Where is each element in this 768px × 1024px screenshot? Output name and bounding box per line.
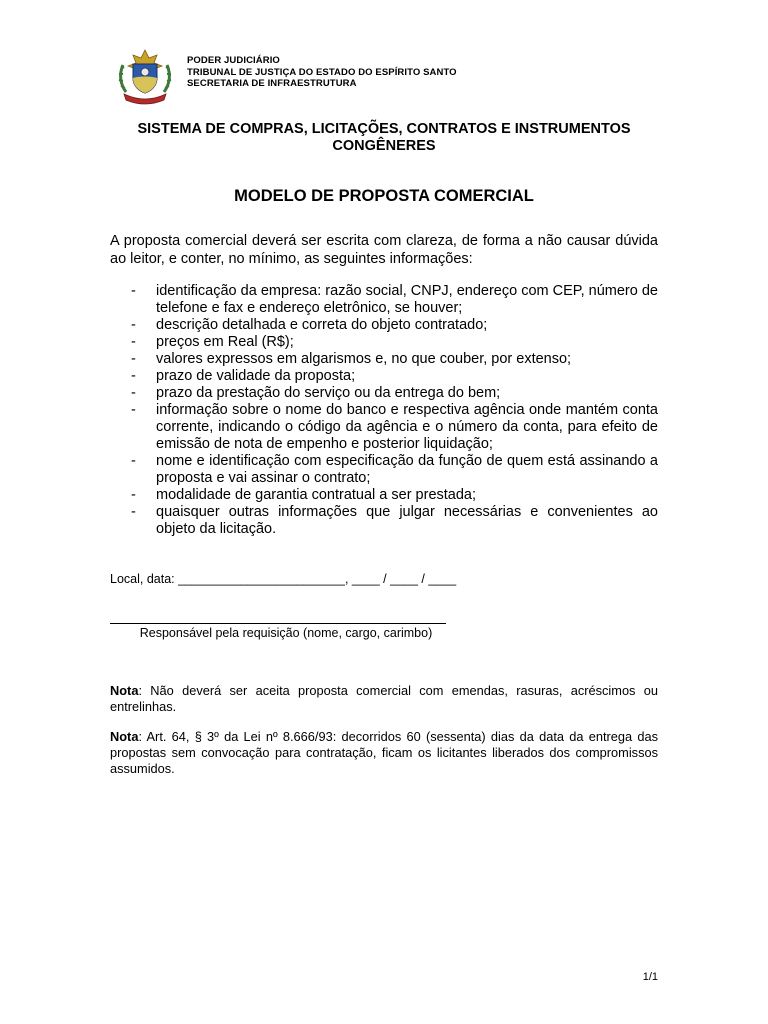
list-item [110, 402, 658, 453]
list-item [110, 453, 658, 487]
list-bullet: - [131, 453, 136, 469]
document-title: MODELO DE PROPOSTA COMERCIAL [234, 187, 534, 205]
page-number: 1/1 [642, 971, 658, 983]
list-item-text: valores expressos em algarismos e, no que couber, por extenso; [156, 351, 572, 367]
list-bullet: - [131, 351, 136, 367]
local-date-field: Local, data: ________________________, ____ / ____ / ____ [110, 572, 457, 586]
list-item-text: identificação da empresa: razão social, CNPJ, endereço com CEP, número de telefone e fax e endereço eletrônico, se houver; [156, 283, 658, 316]
list-item [110, 317, 658, 334]
signature-caption: Responsável pela requisição (nome, cargo, carimbo) [139, 626, 433, 640]
list-item-text: informação sobre o nome do banco e respectiva agência onde mantém conta corrente, indicando o código da agência e o número da conta, para efeito de emissão de nota de empenho e posterior liquidação; [156, 402, 658, 452]
list-item-text: quaisquer outras informações que julgar necessárias e convenientes ao objeto da licitação. [156, 504, 658, 537]
list-item-text: modalidade de garantia contratual a ser prestada; [156, 487, 477, 503]
intro-paragraph: A proposta comercial deverá ser escrita com clareza, de forma a não causar dúvida ao leitor, e conter, no mínimo, as seguintes informações: [110, 233, 658, 267]
list-item [110, 334, 658, 351]
list-item [110, 368, 658, 385]
list-bullet: - [131, 368, 136, 384]
list-item-text: prazo de validade da proposta; [156, 368, 356, 384]
list-item-text: nome e identificação com especificação da função de quem está assinando a proposta e vai assinar o contrato; [156, 453, 658, 486]
list-bullet: - [131, 487, 136, 503]
system-title: SISTEMA DE COMPRAS, LICITAÇÕES, CONTRATOS E INSTRUMENTOS CONGÊNERES [137, 121, 631, 154]
signature-line [110, 623, 446, 624]
list-bullet: - [131, 317, 136, 333]
note-1 [110, 683, 658, 715]
header-line-3: SECRETARIA DE INFRAESTRUTURA [187, 78, 357, 89]
list-item [110, 385, 658, 402]
header-line-2: TRIBUNAL DE JUSTIÇA DO ESTADO DO ESPÍRITO SANTO [187, 66, 457, 78]
header-lines [187, 55, 457, 90]
list-bullet: - [131, 334, 136, 350]
list-item [110, 504, 658, 538]
list-item-text: preços em Real (R$); [156, 334, 294, 350]
document-header [116, 48, 676, 108]
list-item [110, 351, 658, 368]
list-item-text: descrição detalhada e correta do objeto contratado; [156, 317, 488, 333]
header-line-1: PODER JUDICIÁRIO [187, 55, 280, 66]
note-text: : Art. 64, § 3º da Lei nº 8.666/93: decorridos 60 (sessenta) dias da data da entrega das propostas sem convocação para contratação, ficam os licitantes liberados dos compromissos assumidos. [110, 729, 658, 776]
note-text: : Não deverá ser aceita proposta comercial com emendas, rasuras, acréscimos ou entrelinhas. [110, 683, 658, 714]
list-item [110, 487, 658, 504]
list-item-text: prazo da prestação do serviço ou da entrega do bem; [156, 385, 501, 401]
list-bullet: - [131, 283, 136, 299]
list-bullet: - [131, 504, 136, 520]
requirements-list [110, 283, 658, 538]
list-bullet: - [131, 385, 136, 401]
note-label: Nota [110, 683, 139, 698]
note-label: Nota [110, 729, 139, 744]
note-2 [110, 729, 658, 777]
coat-of-arms-icon [116, 48, 174, 106]
list-item [110, 283, 658, 317]
list-bullet: - [131, 402, 136, 418]
